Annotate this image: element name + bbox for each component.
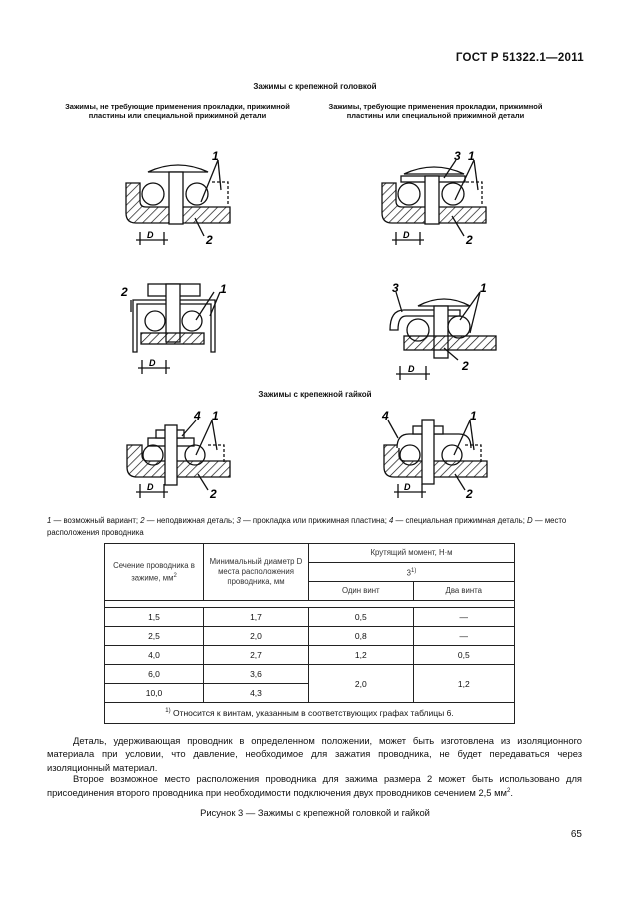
label-1b: 1 bbox=[468, 149, 475, 163]
merged-two-screws: 1,2 bbox=[413, 665, 514, 703]
label-dc: D bbox=[149, 358, 156, 368]
legend-key-1: 1 bbox=[47, 516, 52, 525]
figure-plate-clamp bbox=[390, 292, 496, 380]
label-2f: 2 bbox=[466, 487, 473, 501]
legend-text-3: — прокладка или прижимная пластина; bbox=[240, 516, 390, 525]
left-column-heading: Зажимы, не требующие применения прокладки, прижимной пластины или специальной прижимной детали bbox=[65, 102, 290, 120]
figure-head-clamp-plain bbox=[126, 160, 230, 245]
header-section: Сечение проводника в зажиме, $мм^2$ bbox=[105, 544, 204, 601]
label-4e: 4 bbox=[194, 409, 201, 423]
label-dd: D bbox=[408, 364, 415, 374]
figure-legend bbox=[47, 515, 582, 539]
table-row: 2,5 2,0 0,8 — bbox=[105, 627, 515, 646]
label-2d: 2 bbox=[462, 359, 469, 373]
label-3b: 3 bbox=[454, 149, 461, 163]
merged-one-screw: 2,0 bbox=[309, 665, 414, 703]
figure-saddle-clamp bbox=[131, 284, 220, 374]
label-3d: 3 bbox=[392, 281, 399, 295]
label-2e: 2 bbox=[210, 487, 217, 501]
label-1d: 1 bbox=[480, 281, 487, 295]
label-1c: 1 bbox=[220, 282, 227, 296]
legend-key-d: D bbox=[527, 516, 533, 525]
label-1e: 1 bbox=[212, 409, 219, 423]
legend-text-2: — неподвижная деталь; bbox=[144, 516, 237, 525]
header-two-screws: Два винта bbox=[413, 582, 514, 601]
section-title-nut: Зажимы с крепежной гайкой bbox=[258, 390, 372, 399]
table-row: 6,0 3,6 2,0 1,2 bbox=[105, 665, 515, 684]
table-footnote: $^{1)}$ Относится к винтам, указанным в соответствующих графах таблицы 6. bbox=[105, 703, 515, 724]
label-df: D bbox=[404, 482, 411, 492]
right-column-heading: Зажимы, требующие применения прокладки, прижимной пластины или специальной прижимной детали bbox=[328, 102, 543, 120]
header-torque: Крутящий момент, Н·м bbox=[309, 544, 515, 563]
torque-table bbox=[104, 543, 515, 724]
label-db: D bbox=[403, 230, 410, 240]
label-2b: 2 bbox=[466, 233, 473, 247]
paragraph-2: Второе возможное место расположения проводника для зажима размера 2 может быть использовано для присоединения второго проводника при необходимости подключения двух проводников сечением 2,5 $мм^2$. bbox=[47, 773, 582, 799]
label-2a: 2 bbox=[206, 233, 213, 247]
label-4f: 4 bbox=[382, 409, 389, 423]
label-1f: 1 bbox=[470, 409, 477, 423]
paragraph-1: Деталь, удерживающая проводник в определенном положении, может быть изготовлена из изоляционного материала при условии, что давление, необходимое для зажатия проводника, не будет передаваться через изоляционный материал. bbox=[47, 735, 582, 773]
standard-header: ГОСТ Р 51322.1—2011 bbox=[455, 52, 584, 64]
table-row: 4,0 2,7 1,2 0,5 bbox=[105, 646, 515, 665]
section-title-head: Зажимы с крепежной головкой bbox=[253, 82, 377, 91]
header-one-screw: Один винт bbox=[309, 582, 414, 601]
legend-text-4: — специальная прижимная деталь; bbox=[393, 516, 528, 525]
label-da: D bbox=[147, 230, 154, 240]
legend-key-2: 2 bbox=[140, 516, 145, 525]
header-column-3: 3$^{1)}$ bbox=[309, 563, 515, 582]
table-row: 1,5 1,7 0,5 — bbox=[105, 608, 515, 627]
legend-key-4: 4 bbox=[389, 516, 394, 525]
label-1a: 1 bbox=[212, 149, 219, 163]
page-number: 65 bbox=[570, 829, 582, 840]
header-diameter: Минимальный диаметр D места расположения проводника, мм bbox=[204, 544, 309, 601]
legend-text-1: — возможный вариант; bbox=[51, 516, 141, 525]
label-de: D bbox=[147, 482, 154, 492]
figure-caption: Рисунок 3 — Зажимы с крепежной головкой и гайкой bbox=[200, 807, 430, 818]
label-2c: 2 bbox=[121, 285, 128, 299]
table-row: 10,0 4,3 bbox=[105, 684, 515, 703]
legend-text-d: — место расположения проводника bbox=[47, 516, 567, 537]
legend-key-3: 3 bbox=[236, 516, 241, 525]
